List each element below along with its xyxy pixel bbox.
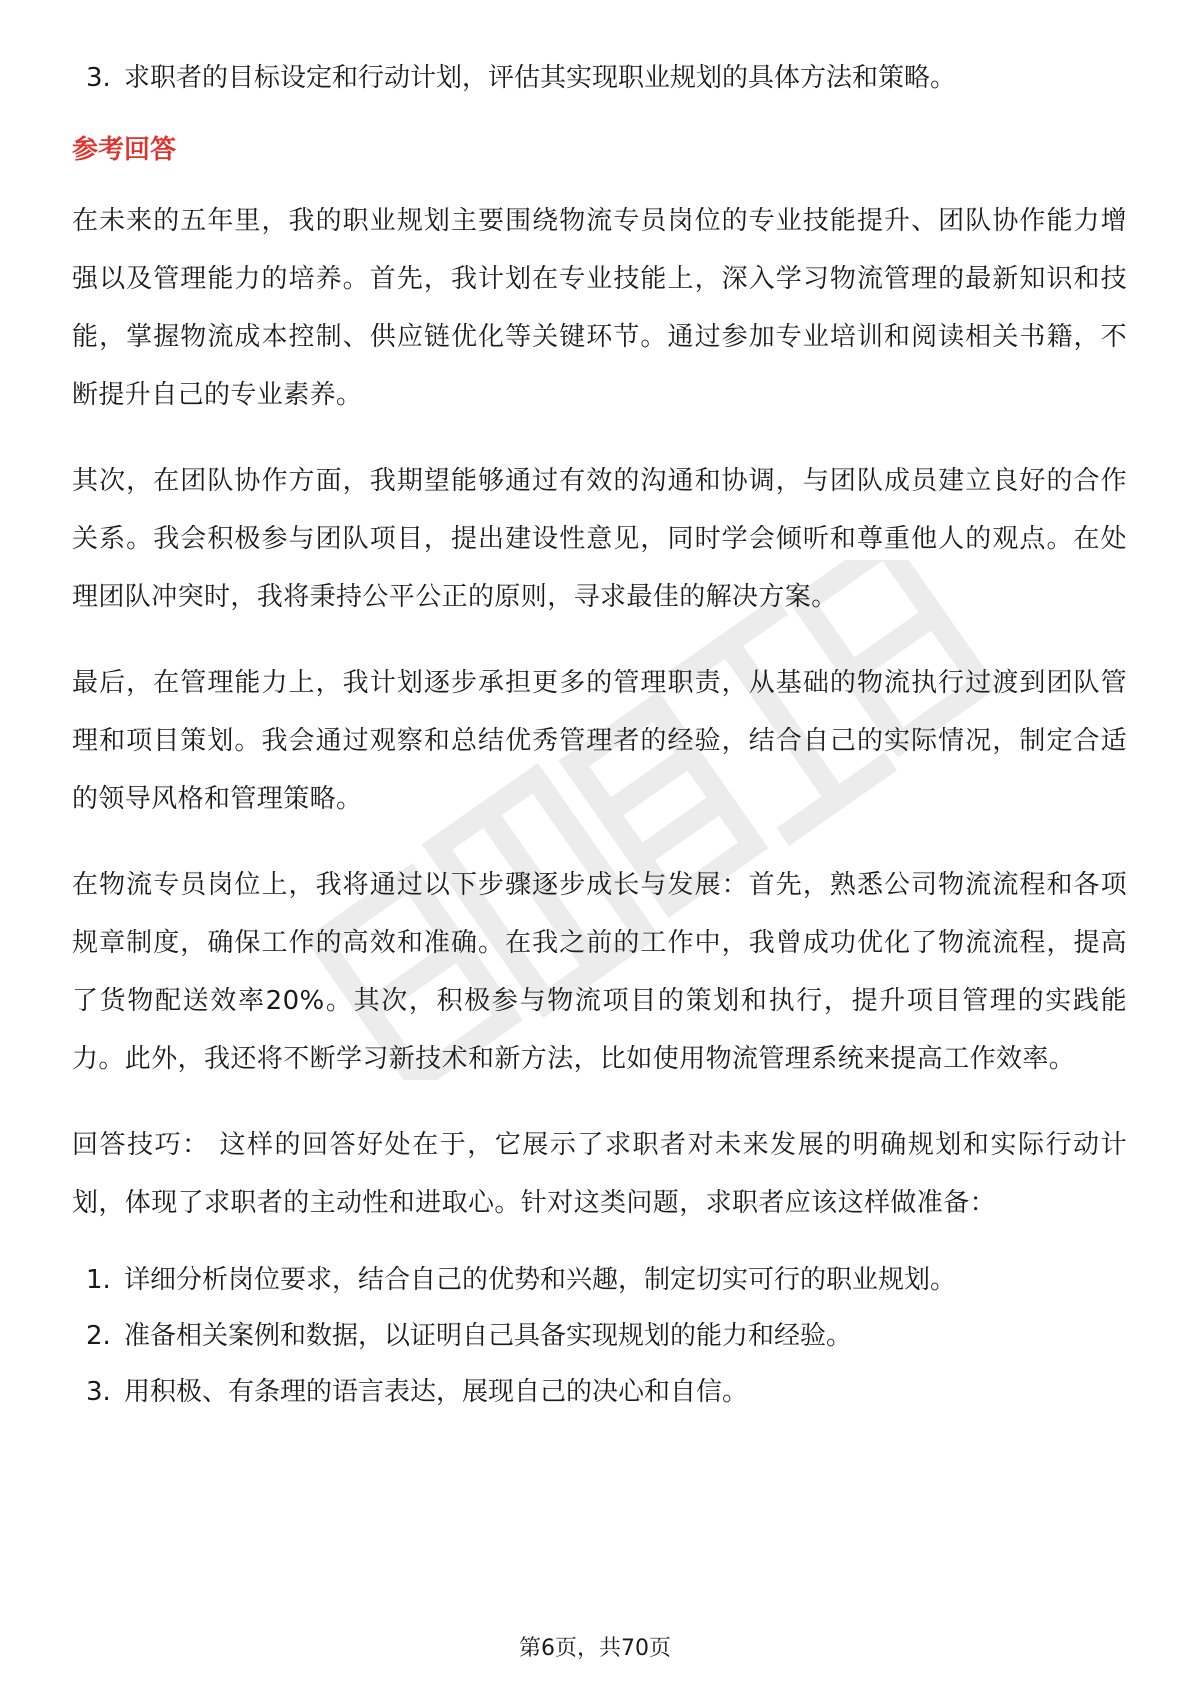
list-text: 详细分析岗位要求，结合自己的优势和兴趣，制定切实可行的职业规划。 — [124, 1265, 957, 1295]
list-item — [72, 1260, 1127, 1316]
list-number: 2. — [86, 1321, 111, 1351]
list-text: 准备相关案例和数据，以证明自己具备实现规划的能力和经验。 — [124, 1321, 853, 1351]
tips-list — [72, 1260, 1127, 1428]
answer-paragraph-3: 最后，在管理能力上，我计划逐步承担更多的管理职责，从基础的物流执行过渡到团队管理和项目策划。我会通过观察和总结优秀管理者的经验，结合自己的实际情况，制定合适的领导风格和管理策略。 — [72, 668, 1127, 814]
page-footer: 第6页，共70页 — [519, 1636, 671, 1661]
section-heading: 参考回答 — [72, 135, 177, 165]
list-number: 3. — [86, 63, 111, 93]
list-item — [72, 1372, 1127, 1428]
list-text: 用积极、有条理的语言表达，展现自己的决心和自信。 — [124, 1377, 749, 1407]
answer-paragraph-4: 在物流专员岗位上，我将通过以下步骤逐步成长与发展：首先，熟悉公司物流流程和各项规章制度，确保工作的高效和准确。在我之前的工作中，我曾成功优化了物流流程，提高了货物配送效率20%。其次，积极参与物流项目的策划和执行，提升项目管理的实践能力。此外，我还将不断学习新技术和新方法，比如使用物流管理系统来提高工作效率。 — [72, 870, 1127, 1074]
list-item — [72, 1316, 1127, 1372]
list-number: 1. — [86, 1265, 111, 1295]
document-page — [72, 58, 1127, 1428]
answer-paragraph-1: 在未来的五年里，我的职业规划主要围绕物流专员岗位的专业技能提升、团队协作能力增强以及管理能力的培养。首先，我计划在专业技能上，深入学习物流管理的最新知识和技能，掌握物流成本控制、供应链优化等关键环节。通过参加专业培训和阅读相关书籍，不断提升自己的专业素养。 — [72, 206, 1127, 410]
list-number: 3. — [86, 1377, 111, 1407]
answer-paragraph-2: 其次，在团队协作方面，我期望能够通过有效的沟通和协调，与团队成员建立良好的合作关系。我会积极参与团队项目，提出建设性意见，同时学会倾听和尊重他人的观点。在处理团队冲突时，我将秉持公平公正的原则，寻求最佳的解决方案。 — [72, 466, 1127, 612]
intro-list — [72, 58, 1127, 114]
list-text: 求职者的目标设定和行动计划，评估其实现职业规划的具体方法和策略。 — [124, 63, 957, 93]
tips-paragraph: 回答技巧： 这样的回答好处在于，它展示了求职者对未来发展的明确规划和实际行动计划，体现了求职者的主动性和进取心。针对这类问题，求职者应该这样做准备： — [72, 1130, 1127, 1218]
list-item — [72, 58, 1127, 114]
